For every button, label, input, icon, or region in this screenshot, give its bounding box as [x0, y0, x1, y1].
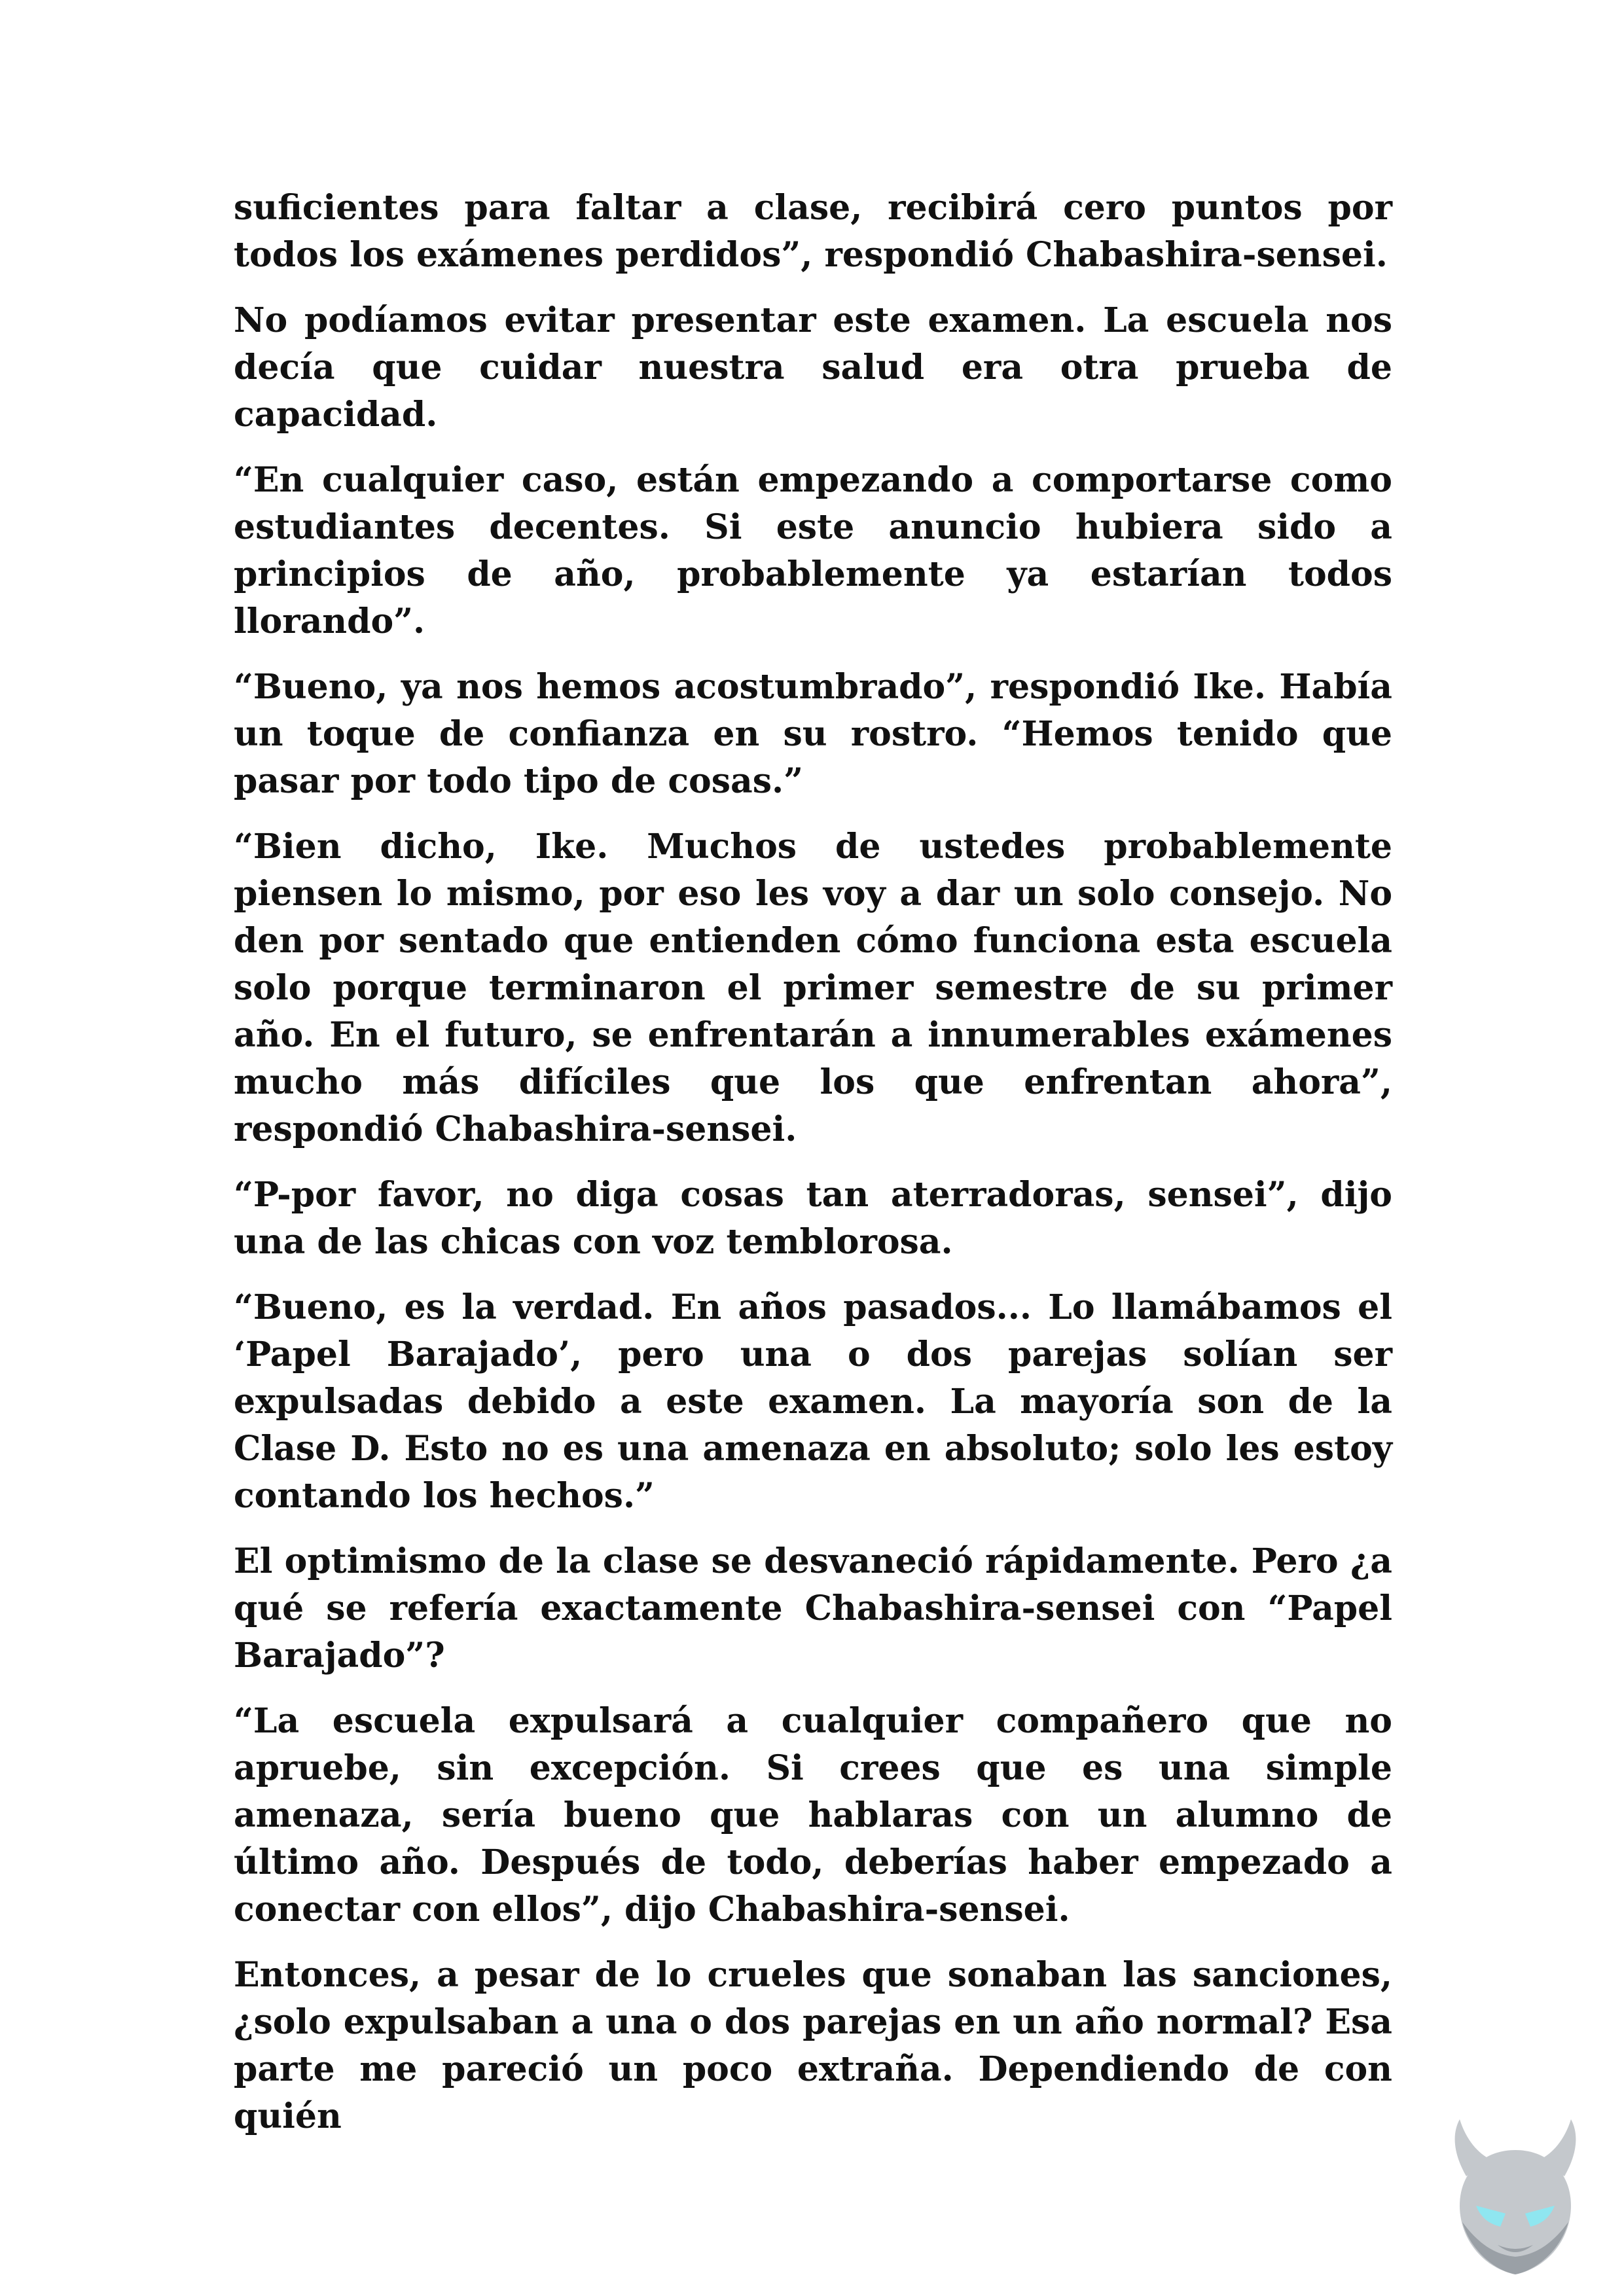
- body-text: [234, 185, 1392, 2159]
- paragraph: “Bien dicho, Ike. Muchos de ustedes probablemente piensen lo mismo, por eso les voy a dar un solo consejo. No den por sentado que entienden cómo funciona esta escuela solo porque terminaron el primer semestre de su primer año. En el futuro, se enfrentarán a innumerables exámenes mucho más difíciles que los que enfrentan ahora”, respondió Chabashira-sensei.: [234, 827, 1392, 1149]
- paragraph: “Bueno, es la verdad. En años pasados... Lo llamábamos el ‘Papel Barajado’, pero una o dos parejas solían ser expulsadas debido a este examen. La mayoría son de la Clase D. Esto no es una amenaza en absoluto; solo les estoy contando los hechos.”: [234, 1287, 1392, 1516]
- paragraph: Entonces, a pesar de lo crueles que sonaban las sanciones, ¿solo expulsaban a una o dos parejas en un año normal? Esa parte me pareció un poco extraña. Dependiendo de con quién: [234, 1955, 1392, 2136]
- paragraph: suficientes para faltar a clase, recibirá cero puntos por todos los exámenes perdidos”, respondió Chabashira-sensei.: [234, 188, 1392, 275]
- paragraph: No podíamos evitar presentar este examen. La escuela nos decía que cuidar nuestra salud era otra prueba de capacidad.: [234, 300, 1392, 435]
- paragraph: “En cualquier caso, están empezando a comportarse como estudiantes decentes. Si este anuncio hubiera sido a principios de año, probablemente ya estarían todos llorando”.: [234, 460, 1392, 641]
- demon-head-logo-icon: [1440, 2114, 1591, 2278]
- paragraph: “Bueno, ya nos hemos acostumbrado”, respondió Ike. Había un toque de confianza en su rostro. “Hemos tenido que pasar por todo tipo de cosas.”: [234, 667, 1392, 801]
- paragraph: “P-por favor, no diga cosas tan aterradoras, sensei”, dijo una de las chicas con voz temblorosa.: [234, 1175, 1392, 1262]
- paragraph: El optimismo de la clase se desvaneció rápidamente. Pero ¿a qué se refería exactamente Chabashira-sensei con “Papel Barajado”?: [234, 1541, 1392, 1676]
- paragraph: “La escuela expulsará a cualquier compañero que no apruebe, sin excepción. Si crees que es una simple amenaza, sería bueno que hablaras con un alumno de último año. Después de todo, deberías haber empezado a conectar con ellos”, dijo Chabashira-sensei.: [234, 1701, 1392, 1929]
